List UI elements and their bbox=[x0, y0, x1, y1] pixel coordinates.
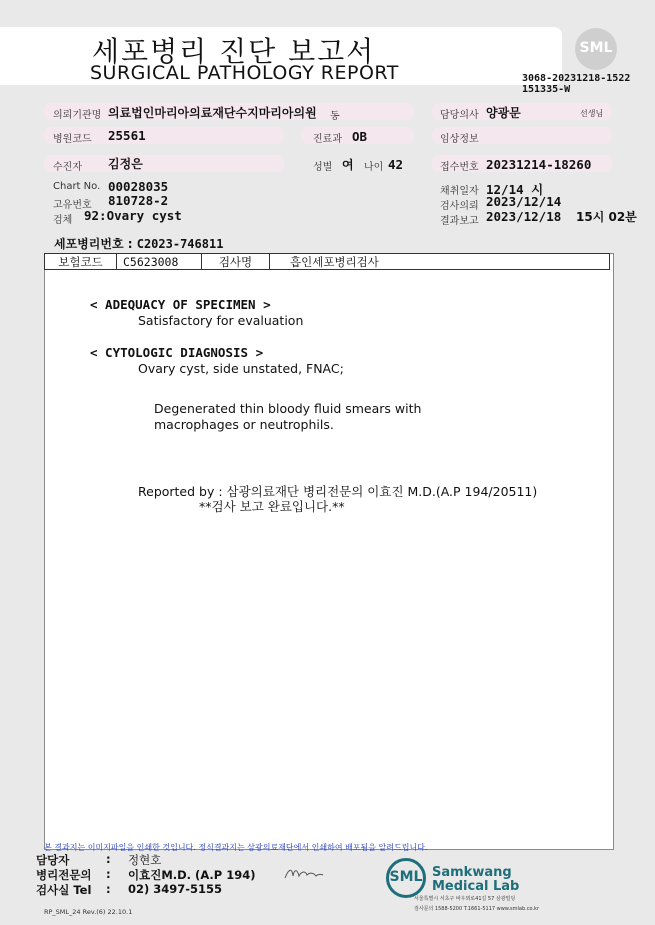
id-value: 810728-2 bbox=[108, 193, 169, 208]
institution-value: 의료법인마리아의료재단수지마리아의원 bbox=[108, 106, 317, 120]
result-time: 15시 02분 bbox=[576, 210, 637, 224]
report-title-english: SURGICAL PATHOLOGY REPORT bbox=[90, 62, 399, 84]
doctor-value: 양광문 bbox=[486, 106, 521, 120]
clinical-info-label: 임상정보 bbox=[440, 134, 479, 145]
insurance-row bbox=[44, 253, 610, 270]
sex-value: 여 bbox=[342, 158, 354, 172]
reference-line-2: 151335-W bbox=[522, 84, 571, 95]
reported-by: Reported by : 삼광의료재단 병리전문의 이효진 M.D.(A.P 194/20511) bbox=[138, 484, 538, 499]
chart-value: 00028035 bbox=[108, 179, 169, 194]
chart-label: Chart No. bbox=[53, 181, 101, 192]
sml-logo-text: SML bbox=[579, 40, 613, 56]
receipt-value: 20231214-18260 bbox=[486, 157, 592, 172]
cytology-number bbox=[54, 235, 223, 252]
lab-tel-colon: : bbox=[106, 882, 111, 896]
adequacy-heading: < ADEQUACY OF SPECIMEN > bbox=[90, 297, 271, 312]
report-title-korean: 세포병리 진단 보고서 bbox=[92, 35, 376, 68]
pathologist-signature-icon bbox=[283, 864, 325, 882]
test-name-label: 검사명 bbox=[202, 254, 270, 269]
cytology-number-label: 세포병리번호 : bbox=[54, 237, 133, 251]
patient-value: 김정은 bbox=[108, 157, 143, 171]
lab-name-line-2: Medical Lab bbox=[432, 879, 520, 894]
printout-notice: 본 결과지는 이미지파일을 인쇄한 것입니다. 정식결과지는 삼광의료재단에서 인쇄하여 배포됨을 알려드립니다. bbox=[44, 843, 428, 852]
doctor-suffix: 선생님 bbox=[580, 109, 604, 118]
hospital-code-value: 25561 bbox=[108, 128, 146, 143]
age-value: 42 bbox=[388, 157, 404, 172]
lab-tel-value: 02) 3497-5155 bbox=[128, 882, 223, 896]
hospital-code-label: 병원코드 bbox=[53, 134, 92, 145]
request-label: 검사의뢰 bbox=[440, 201, 479, 212]
lab-tel-label: 검사실 Tel bbox=[36, 883, 92, 897]
cytology-number-value: C2023-746811 bbox=[136, 237, 224, 251]
report-body bbox=[44, 253, 614, 850]
age-label: 나이 bbox=[364, 162, 384, 173]
finding-line-1: Degenerated thin bloody fluid smears with bbox=[154, 401, 422, 416]
manager-value: 정현호 bbox=[128, 853, 162, 867]
adequacy-text: Satisfactory for evaluation bbox=[138, 313, 304, 328]
manager-label: 담당자 bbox=[36, 853, 70, 867]
report-complete-note: **검사 보고 완료입니다.** bbox=[199, 499, 345, 514]
diagnosis-text: Ovary cyst, side unstated, FNAC; bbox=[138, 361, 344, 376]
request-value: 2023/12/14 bbox=[486, 194, 562, 209]
patient-label: 수진자 bbox=[53, 162, 82, 173]
samkwang-lab-name bbox=[432, 866, 519, 894]
pathologist-value: 이효진M.D. (A.P 194) bbox=[128, 868, 256, 882]
diagnosis-heading: < CYTOLOGIC DIAGNOSIS > bbox=[90, 345, 264, 360]
result-date: 2023/12/18 bbox=[486, 209, 562, 224]
manager-colon: : bbox=[106, 852, 111, 866]
pathologist-colon: : bbox=[106, 867, 111, 881]
department-value: OB bbox=[352, 129, 368, 144]
department-label: 진료과 bbox=[313, 134, 342, 145]
reference-line-1: 3068-20231218-1522 bbox=[522, 73, 631, 84]
form-code: RP_SML_24 Rev.(6) 22.10.1 bbox=[44, 908, 133, 916]
result-label: 결과보고 bbox=[440, 216, 479, 227]
test-name-value: 흡인세포병리검사 bbox=[290, 254, 379, 269]
samkwang-logo-text: SML bbox=[389, 869, 423, 885]
receipt-label: 접수번호 bbox=[440, 162, 479, 173]
lab-name-line-1: Samkwang bbox=[432, 865, 512, 880]
sex-label: 성별 bbox=[313, 162, 333, 173]
specimen-value: 92:Ovary cyst bbox=[84, 208, 182, 223]
finding-line-2: macrophages or neutrophils. bbox=[154, 417, 334, 432]
id-label: 고유번호 bbox=[53, 200, 92, 211]
report-reference-number bbox=[522, 73, 630, 95]
collection-label: 채취일자 bbox=[440, 186, 479, 197]
lab-contact: 검사문의 1588-5200 T.1661-5117 www.smlab.co.kr bbox=[414, 906, 539, 912]
insurance-code-value: C5623008 bbox=[117, 254, 202, 269]
insurance-code-label: 보험코드 bbox=[45, 254, 117, 269]
ward-label: 동 bbox=[330, 111, 340, 122]
pathologist-label: 병리전문의 bbox=[36, 868, 92, 882]
institution-label: 의뢰기관명 bbox=[53, 110, 102, 121]
specimen-label: 검체 bbox=[53, 215, 73, 226]
collection-value: 12/14 시 bbox=[486, 182, 544, 197]
lab-address: 서울특별시 서초구 바우뫼로41길 57 삼광빌딩 bbox=[414, 896, 516, 902]
doctor-label: 담당의사 bbox=[440, 110, 479, 121]
